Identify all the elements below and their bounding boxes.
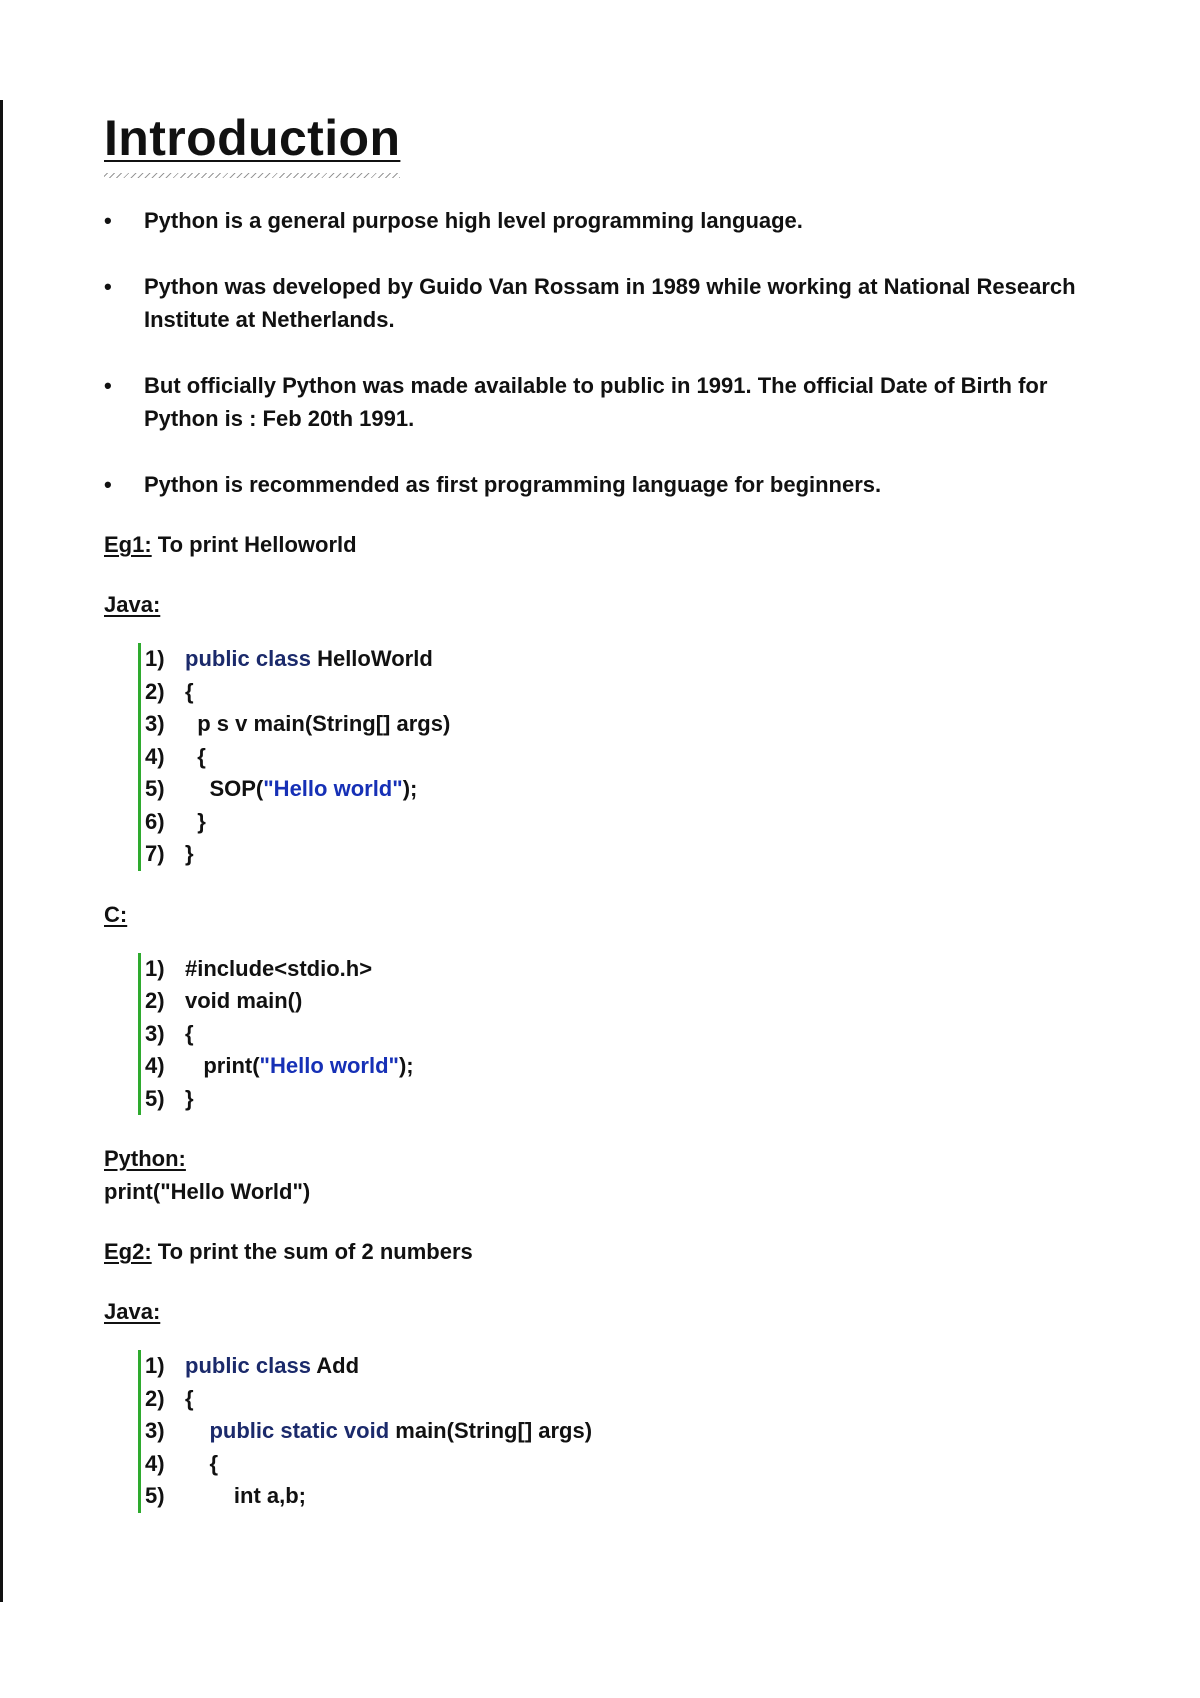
code-string: "Hello world": [259, 1053, 399, 1078]
c-heading: [104, 898, 1114, 931]
code-indent: [185, 776, 209, 801]
example-2-label: Eg2:: [104, 1239, 152, 1264]
code-line: [145, 1018, 1114, 1051]
code-line-text: [185, 1018, 194, 1051]
python-label: Python:: [104, 1146, 186, 1171]
code-text: {: [209, 1450, 219, 1476]
c-label: C:: [104, 901, 128, 927]
code-line-number: 1): [145, 955, 165, 981]
code-line-number: 3): [145, 1020, 165, 1046]
code-line: [145, 1480, 1114, 1513]
code-line-number: 3): [145, 711, 165, 736]
example-1-heading: [104, 528, 1114, 561]
code-indent: [185, 1451, 209, 1476]
code-line: [145, 985, 1114, 1018]
code-line-text: [185, 985, 302, 1018]
code-text: {: [185, 678, 194, 704]
code-line: [145, 741, 1114, 774]
code-text: }: [185, 1085, 194, 1111]
code-line-text: [185, 1350, 359, 1383]
code-text: SOP(: [209, 776, 264, 801]
code-line: [145, 953, 1114, 986]
code-line: [145, 1350, 1114, 1383]
code-line-number: 5): [145, 776, 165, 801]
code-indent: [185, 744, 197, 769]
code-line: [145, 676, 1114, 709]
bullet-item: • Python was developed by Guido Van Rossam in 1989 while working at National Research Institute at Netherlands.: [104, 270, 1114, 336]
code-line-number: 4): [145, 1450, 165, 1476]
code-line: [145, 708, 1114, 741]
example-2-heading: [104, 1235, 1114, 1268]
code-line-number: 1): [145, 646, 165, 671]
code-keyword: public static void: [209, 1418, 390, 1443]
code-line-number: 5): [145, 1085, 165, 1111]
bullet-item: • Python is recommended as first programming language for beginners.: [104, 468, 1114, 501]
code-line: [145, 1383, 1114, 1416]
code-indent: [185, 711, 197, 736]
code-line-number: 1): [145, 1353, 165, 1378]
code-line-text: [185, 1050, 414, 1083]
code-line-text: [185, 1415, 592, 1448]
code-text: #include<stdio.h>: [185, 955, 373, 981]
bullet-item: • But officially Python was made available to public in 1991. The official Date of Birth for Python is : Feb 20th 1991.: [104, 369, 1114, 435]
code-text: p s v main(String[] args): [197, 711, 451, 736]
java-2-label: Java:: [104, 1299, 161, 1324]
c-code-block: [138, 953, 1114, 1116]
java-2-code-block: [138, 1350, 1114, 1513]
example-2-text: To print the sum of 2 numbers: [151, 1239, 473, 1264]
code-text: Add: [310, 1353, 360, 1378]
example-1-text: To print Helloworld: [151, 532, 357, 557]
code-text: {: [185, 1020, 194, 1046]
code-line-number: 6): [145, 808, 165, 834]
code-line-text: [185, 773, 417, 806]
code-line-number: 2): [145, 1385, 165, 1411]
code-line-number: 7): [145, 841, 165, 866]
code-text: {: [197, 743, 206, 769]
python-code: print("Hello World"): [104, 1179, 311, 1204]
code-text: void main(): [185, 988, 303, 1013]
code-text: HelloWorld: [310, 646, 433, 671]
code-text: );: [398, 1053, 414, 1078]
code-line: [145, 806, 1114, 839]
code-line: [145, 1083, 1114, 1116]
code-indent: [185, 1418, 209, 1443]
code-line-text: [185, 741, 206, 774]
code-text: }: [185, 841, 194, 866]
document-page: [104, 108, 1114, 1513]
code-keyword: public class: [185, 646, 311, 671]
code-line: [145, 1448, 1114, 1481]
java-1-label: Java:: [104, 592, 161, 617]
example-1-label: Eg1:: [104, 532, 152, 557]
code-text: print(: [203, 1053, 260, 1078]
code-string: "Hello world": [263, 776, 403, 801]
code-line-text: [185, 1383, 194, 1416]
code-indent: [185, 809, 197, 834]
code-line: [145, 1050, 1114, 1083]
code-line-text: [185, 1480, 306, 1513]
java-1-heading: [104, 588, 1114, 621]
code-indent: [185, 1053, 203, 1078]
code-keyword: public class: [185, 1353, 311, 1378]
code-indent: [185, 1483, 234, 1508]
intro-bullet-list: [104, 204, 1114, 501]
code-line-number: 2): [145, 678, 165, 704]
code-text: }: [197, 808, 206, 834]
java-2-heading: [104, 1295, 1114, 1328]
code-line-number: 2): [145, 988, 165, 1013]
code-line: [145, 838, 1114, 871]
code-line-number: 4): [145, 1053, 165, 1078]
code-line-text: [185, 838, 194, 871]
page-title: Introduction: [104, 110, 401, 166]
code-text: int a,b;: [233, 1483, 307, 1508]
page-left-margin-rule: [0, 100, 3, 1602]
code-line-text: [185, 643, 433, 676]
code-text: main(String[] args): [389, 1418, 593, 1443]
code-line-text: [185, 676, 194, 709]
code-line: [145, 1415, 1114, 1448]
code-line-number: 3): [145, 1418, 165, 1443]
code-text: {: [185, 1385, 194, 1411]
code-line-text: [185, 1083, 194, 1116]
code-line-number: 5): [145, 1483, 165, 1508]
python-heading: [104, 1142, 1114, 1175]
code-line: [145, 643, 1114, 676]
code-line: [145, 773, 1114, 806]
code-text: );: [402, 776, 418, 801]
code-line-number: 4): [145, 743, 165, 769]
code-line-text: [185, 806, 206, 839]
code-line-text: [185, 708, 450, 741]
code-line-text: [185, 1448, 218, 1481]
code-line-text: [185, 953, 372, 986]
bullet-item: • Python is a general purpose high level programming language.: [104, 204, 1114, 237]
java-1-code-block: [138, 643, 1114, 871]
